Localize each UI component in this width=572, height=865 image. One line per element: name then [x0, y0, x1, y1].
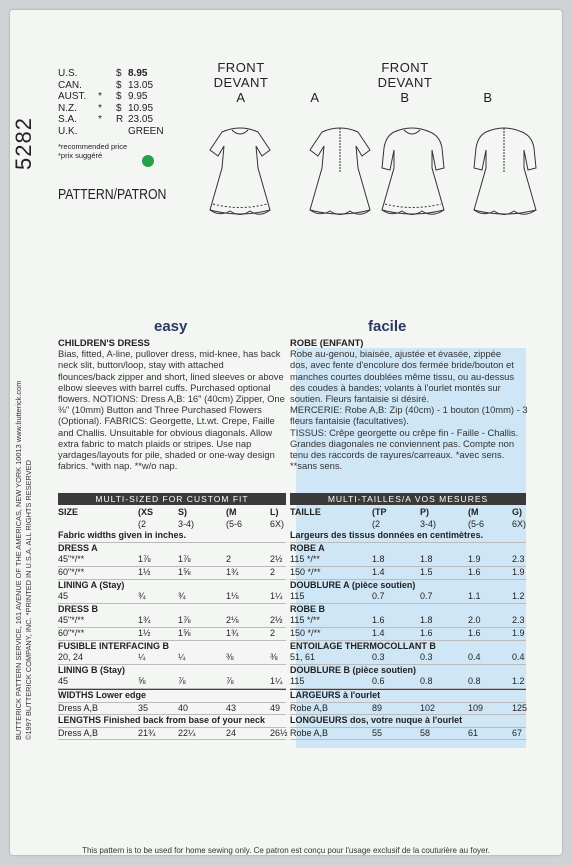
cell-value: ⅞	[226, 676, 234, 687]
price-sym: $	[116, 79, 122, 91]
table-row	[290, 554, 526, 567]
table-row	[290, 591, 526, 604]
dress-sketches	[200, 118, 540, 228]
description-line: ⅜" (10mm) Button and Three Purchased Flowers	[58, 404, 262, 416]
row-label: LARGEURS à l'ourlet	[290, 689, 381, 700]
table-row	[290, 689, 526, 703]
recommended-price-note-fr: *prix suggéré	[58, 151, 103, 160]
row-label: DOUBLURE B (pièce soutien)	[290, 664, 417, 675]
french-title: ROBE (ENFANT)	[290, 337, 364, 348]
row-label: LINING B (Stay)	[58, 664, 126, 675]
price-sym: R	[116, 114, 124, 126]
row-label: 45	[58, 591, 69, 602]
cell-value: 1¼	[270, 676, 283, 687]
cell-value: 1⅞	[178, 554, 191, 565]
cell-value: 24	[226, 727, 237, 738]
cell-value: 2½	[270, 554, 283, 565]
table-row	[58, 591, 286, 604]
cell-value: 0.8	[420, 676, 433, 687]
table-row	[290, 641, 526, 653]
description-line: fabrics. *with nap. **w/o nap.	[58, 460, 178, 472]
cell-value: 2	[270, 627, 276, 638]
description-line: Bias, fitted, A-line, pullover dress, mid-knee, has back	[58, 348, 281, 360]
row-label: Dress A,B	[58, 702, 99, 713]
table-row	[290, 567, 526, 580]
description-line: TISSUS: Crêpe georgette ou crêpe fin - Faille - Challis.	[290, 426, 519, 438]
row-label: 115 */**	[290, 554, 320, 565]
cell-value: 2.3	[512, 554, 525, 565]
cell-value: 3-4)	[178, 518, 195, 529]
cell-value: 1.8	[420, 615, 433, 626]
english-yardage-table	[58, 507, 286, 740]
description-line: (Optional). FABRICS: Georgette, Lt.wt. Crepe, Faille	[58, 415, 275, 427]
green-price-dot	[142, 155, 154, 167]
table-row	[290, 715, 526, 728]
cell-value: (TP	[372, 507, 387, 517]
view-b-back-header: B	[483, 90, 493, 105]
row-label: DOUBLURE A (pièce soutien)	[290, 579, 416, 590]
price-country: U.S.	[58, 68, 78, 79]
table-row	[58, 641, 286, 653]
row-label: FUSIBLE INTERFACING B	[58, 640, 170, 651]
cell-value: 1¾	[226, 627, 239, 638]
description-line: flounces/back zipper and short, lined sleeves or above	[58, 370, 284, 382]
price-mark: *	[98, 102, 102, 114]
table-row	[58, 703, 286, 716]
cell-value: 1½	[138, 627, 151, 638]
english-title: CHILDREN'S DRESS	[58, 337, 150, 348]
table-row	[290, 628, 526, 641]
description-line: elbow sleeves with barrel cuffs. Purchased optional	[58, 381, 271, 393]
cell-value: ¼	[138, 652, 146, 663]
row-label: LENGTHS Finished back from base of your neck	[58, 715, 266, 726]
row-label: 115	[290, 591, 305, 602]
price-mark: *	[98, 114, 102, 126]
view-a-front-header: FRONT DEVANT A	[213, 60, 269, 105]
cell-value: 0.4	[468, 652, 481, 663]
row-label: DRESS A	[58, 542, 98, 553]
price-sym: $	[116, 68, 122, 79]
cell-value: 67	[512, 727, 523, 738]
table-row	[290, 519, 526, 531]
pattern-label: PATTERN/PATRON	[58, 186, 167, 203]
cell-value: 1¼	[270, 591, 283, 602]
cell-value: (XS	[138, 507, 154, 517]
cell-value: 1.4	[372, 627, 385, 638]
table-row	[290, 676, 526, 689]
cell-value: 1.4	[372, 566, 385, 577]
cell-value: ¾	[178, 591, 186, 602]
table-row	[58, 615, 286, 628]
row-label: 45"*/**	[58, 554, 85, 565]
description-line: and Challis. Unsuitable for obvious diagonals. Allow	[58, 426, 273, 438]
table-row	[290, 580, 526, 592]
row-label: 60"*/**	[58, 566, 85, 577]
french-description	[290, 337, 526, 471]
cell-value: 2	[226, 554, 232, 565]
table-row	[290, 604, 526, 616]
cell-value: 102	[420, 702, 436, 713]
row-label: 150 */**	[290, 627, 321, 638]
row-label: Robe A,B	[290, 727, 329, 738]
table-row	[290, 728, 526, 741]
table-row	[58, 652, 286, 665]
price-country: CAN.	[58, 79, 82, 91]
table-row	[290, 507, 526, 519]
table-row	[58, 530, 286, 543]
row-label: 20, 24	[58, 652, 84, 663]
row-label: WIDTHS Lower edge	[58, 689, 147, 700]
cell-value: 1¾	[226, 566, 239, 577]
description-line: **sans sens.	[290, 460, 343, 472]
cell-value: 1.9	[512, 627, 525, 638]
row-label: Fabric widths given in inches.	[58, 530, 187, 541]
dress-b-front-sketch	[382, 128, 444, 215]
pattern-envelope-back	[10, 10, 562, 855]
row-label: Largeurs des tissus données en centimètres.	[290, 530, 484, 541]
cell-value: 3-4)	[420, 518, 437, 529]
cell-value: 1.9	[512, 566, 525, 577]
cell-value: 2⅛	[226, 615, 239, 626]
cell-value: 1.2	[512, 591, 525, 602]
description-line: Robe au-genou, biaisée, ajustée et évasée, zippée	[290, 348, 502, 360]
table-row	[58, 507, 286, 519]
pattern-number: 5282	[11, 117, 36, 170]
cell-value: 1.6	[420, 627, 433, 638]
price-country: N.Z.	[58, 102, 77, 114]
row-label: 51, 61	[290, 652, 316, 663]
description-line: fleurs fantaisie (facultatives).	[290, 415, 409, 427]
table-row	[58, 715, 286, 728]
recommended-price-note: *recommended price	[58, 142, 128, 151]
cell-value: 0.8	[468, 676, 481, 687]
table-row	[58, 728, 286, 741]
price-value: GREEN	[128, 125, 164, 137]
description-line: yardages/layouts for pile, shaded or one-way design	[58, 449, 275, 461]
price-country: S.A.	[58, 114, 77, 126]
price-sym: $	[116, 91, 122, 103]
dress-a-back-sketch	[310, 128, 370, 215]
publisher-side-text	[14, 381, 33, 740]
cell-value: 109	[468, 702, 484, 713]
cell-value: 35	[138, 702, 149, 713]
cell-value: G)	[512, 507, 522, 517]
cell-value: S)	[178, 507, 187, 517]
row-label: 150 */**	[290, 566, 321, 577]
cell-value: 1⅝	[178, 627, 191, 638]
cell-value: 1⅝	[178, 566, 191, 577]
cell-value: 58	[420, 727, 431, 738]
row-label: LINING A (Stay)	[58, 579, 125, 590]
price-value: 13.05	[128, 79, 154, 91]
cell-value: 26½	[270, 727, 288, 738]
cell-value: ¾	[138, 591, 146, 602]
cell-value: 1.9	[468, 554, 481, 565]
cell-value: ⅜	[226, 652, 234, 663]
cell-value: ⅜	[270, 652, 278, 663]
cell-value: 1⅞	[178, 615, 191, 626]
row-label: ENTOILAGE THERMOCOLLANT B	[290, 640, 436, 651]
table-row	[290, 652, 526, 665]
cell-value: 22¼	[178, 727, 196, 738]
cell-value: 0.3	[372, 652, 385, 663]
table-row	[290, 615, 526, 628]
cell-value: 1¾	[138, 615, 151, 626]
table-row	[290, 543, 526, 555]
cell-value: (2	[372, 518, 381, 529]
home-sewing-footer: This pattern is to be used for home sewing only. Ce patron est conçu pour l'usage exclusif de la couturière au foyer.	[82, 846, 490, 855]
row-label: TAILLE	[290, 507, 321, 517]
dress-b-back-sketch	[474, 128, 536, 215]
table-row	[290, 665, 526, 677]
multi-sized-band: MULTI-SIZED FOR CUSTOM FIT	[58, 493, 286, 505]
row-label: ROBE A	[290, 542, 325, 553]
description-line: neck slit, button/loop, stay with attached	[58, 359, 224, 371]
description-line: soutien. Fleurs fantaisie si désiré.	[290, 393, 430, 405]
cell-value: (M	[226, 507, 237, 517]
cell-value: 43	[226, 702, 237, 713]
row-label: ROBE B	[290, 603, 326, 614]
cell-value: (2	[138, 518, 147, 529]
cell-value: L)	[270, 507, 279, 517]
cell-value: 2½	[270, 615, 283, 626]
description-line: Grandes diagonales ne conviennent pas. Compte non	[290, 437, 515, 449]
row-label: SIZE	[58, 507, 79, 517]
publisher-address: BUTTERICK PATTERN SERVICE, 161 AVENUE OF THE AMERICAS, NEW YORK 10013 www.butterick.com	[14, 380, 23, 740]
price-value: 9.95	[128, 91, 148, 103]
cell-value: 1.2	[512, 676, 525, 687]
cell-value: 1.5	[420, 566, 433, 577]
row-label: 45	[58, 676, 69, 687]
cell-value: ¼	[178, 652, 186, 663]
price-sym: $	[116, 102, 122, 114]
price-value: 8.95	[128, 68, 148, 79]
price-value: 23.05	[128, 114, 154, 126]
price-mark: *	[98, 91, 102, 103]
table-row	[58, 665, 286, 677]
cell-value: 1.6	[372, 615, 385, 626]
description-line: dos, avec fente d'encolure dos fermée bride/bouton et	[290, 359, 514, 371]
cell-value: 55	[372, 727, 383, 738]
price-value: 10.95	[128, 102, 154, 114]
row-label: Dress A,B	[58, 727, 99, 738]
view-b-front-header: FRONT DEVANT B	[377, 60, 433, 105]
table-row	[58, 580, 286, 592]
cell-value: 2.0	[468, 615, 481, 626]
cell-value: (M	[468, 507, 479, 517]
cell-value: P)	[420, 507, 429, 517]
price-country: U.K.	[58, 125, 78, 137]
description-line: tenu des raccords de rayures/carreaux. *avec sens.	[290, 449, 505, 461]
description-line: des coudes à bandes; volants à l'ourlet montés sur	[290, 381, 501, 393]
description-line: extra fabric to match plaids or stripes. Use nap	[58, 437, 252, 449]
cell-value: (5-6	[468, 518, 485, 529]
table-row	[58, 628, 286, 641]
cell-value: 1.8	[372, 554, 385, 565]
row-label: 60"*/**	[58, 627, 85, 638]
cell-value: 1.8	[420, 554, 433, 565]
table-row	[58, 689, 286, 703]
table-row	[58, 554, 286, 567]
cell-value: 6X)	[270, 518, 285, 529]
cell-value: 1.6	[468, 627, 481, 638]
table-row	[290, 703, 526, 716]
row-label: DRESS B	[58, 603, 99, 614]
row-label: 115	[290, 676, 305, 687]
row-label: LONGUEURS dos, votre nuque à l'ourlet	[290, 715, 463, 726]
table-row	[290, 530, 526, 543]
cell-value: 0.4	[512, 652, 525, 663]
row-label: Robe A,B	[290, 702, 329, 713]
cell-value: 125	[512, 702, 528, 713]
row-label: 115 */**	[290, 615, 320, 626]
cell-value: 1.6	[468, 566, 481, 577]
cell-value: 0.7	[372, 591, 385, 602]
cell-value: (5-6	[226, 518, 243, 529]
cell-value: 21¾	[138, 727, 156, 738]
price-country: AUST.	[58, 91, 87, 103]
cell-value: 40	[178, 702, 189, 713]
description-line: manches courtes doublées même tissu, ou au-dessus	[290, 370, 515, 382]
row-label: 45"*/**	[58, 615, 85, 626]
table-row	[58, 676, 286, 689]
description-line: flowers. NOTIONS: Dress A,B: 16" (40cm) Zipper, One	[58, 393, 285, 405]
cell-value: 1⅛	[226, 591, 239, 602]
cell-value: ⅞	[178, 676, 186, 687]
cell-value: 0.3	[420, 652, 433, 663]
cell-value: 1.1	[468, 591, 481, 602]
easy-label: easy	[154, 318, 188, 335]
cell-value: ⅝	[138, 676, 146, 687]
multi-tailles-band: MULTI-TAILLES/A VOS MESURES	[290, 493, 526, 505]
table-row	[58, 519, 286, 531]
cell-value: 1½	[138, 566, 151, 577]
facile-label: facile	[368, 318, 407, 335]
english-description	[58, 337, 288, 471]
view-a-back-header: A	[310, 90, 320, 105]
cell-value: 2	[270, 566, 276, 577]
cell-value: 2.3	[512, 615, 525, 626]
description-line: MERCERIE: Robe A,B: Zip (40cm) - 1 bouton (10mm) - 3	[290, 404, 528, 416]
table-row	[58, 567, 286, 580]
cell-value: 6X)	[512, 518, 527, 529]
dress-a-front-sketch	[210, 128, 270, 215]
cell-value: 89	[372, 702, 383, 713]
copyright-line: ©1997 BUTTERICK COMPANY, INC. *PRINTED IN U.S.A. ALL RIGHTS RESERVED	[23, 460, 33, 740]
french-yardage-table	[290, 507, 526, 740]
table-row	[58, 543, 286, 555]
table-row	[58, 604, 286, 616]
cell-value: 0.6	[372, 676, 385, 687]
cell-value: 61	[468, 727, 479, 738]
cell-value: 49	[270, 702, 281, 713]
cell-value: 1⅞	[138, 554, 151, 565]
cell-value: 0.7	[420, 591, 433, 602]
